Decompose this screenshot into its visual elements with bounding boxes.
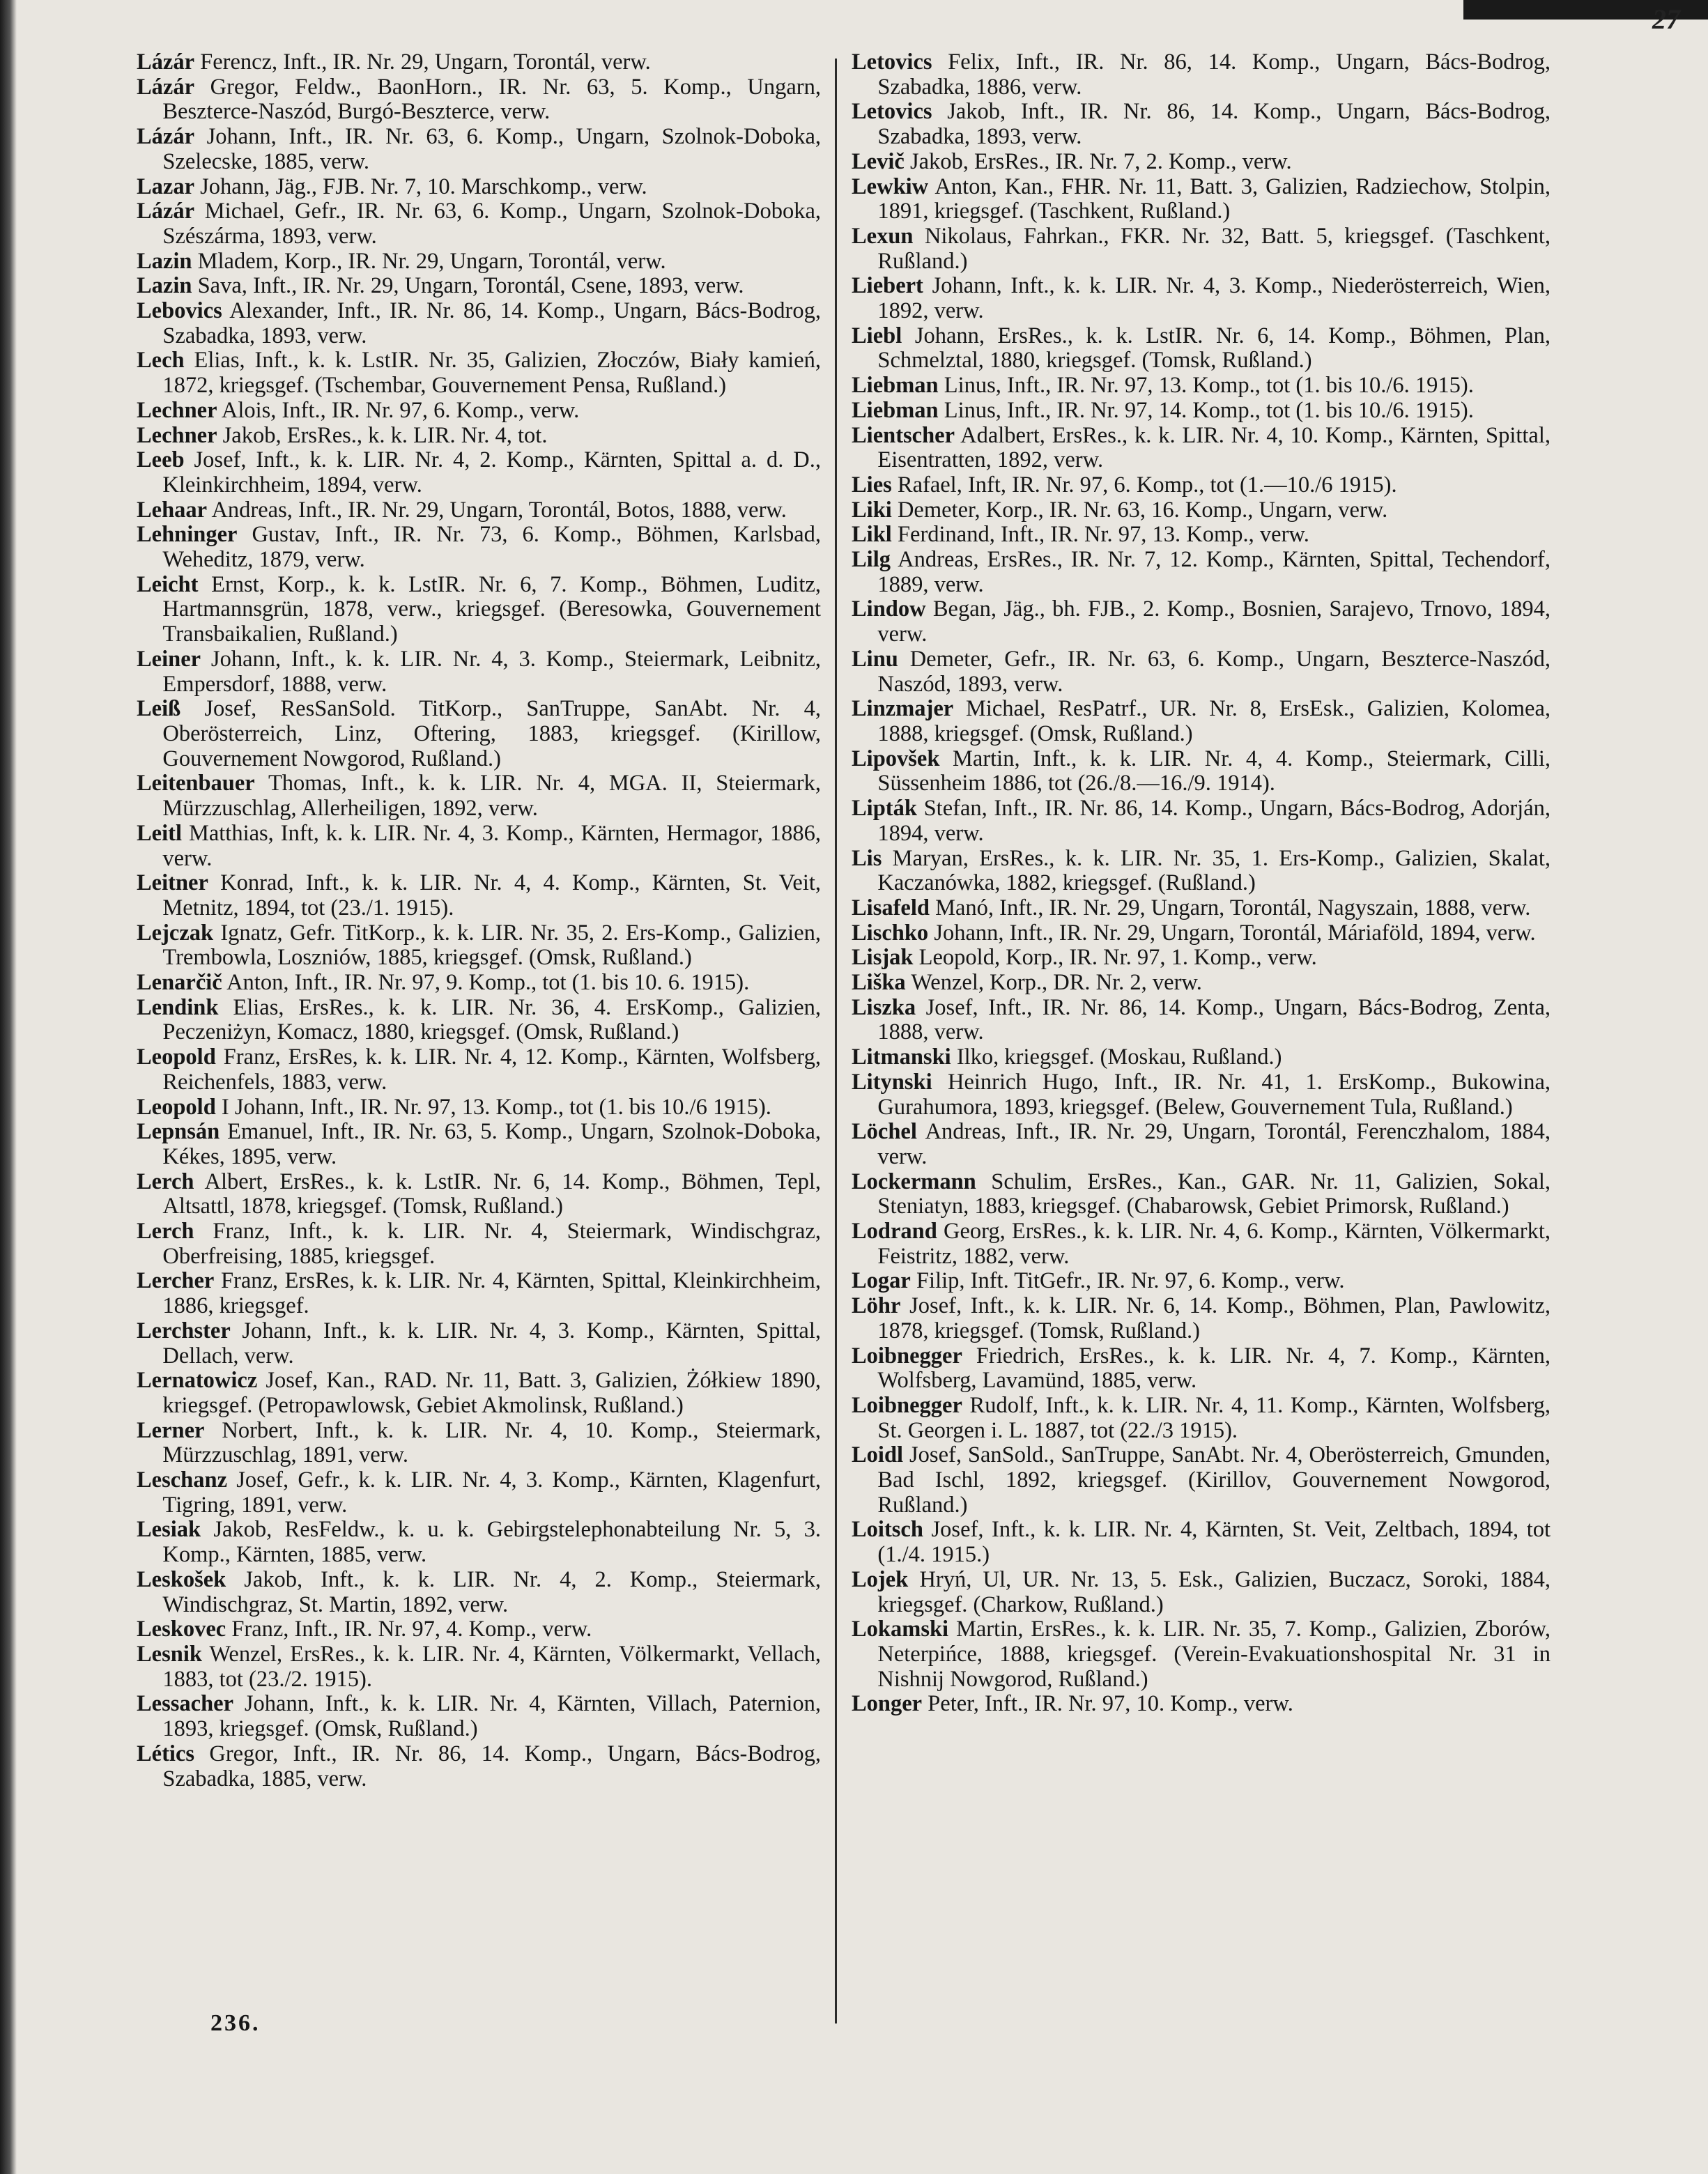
entry-details: Martin, ErsRes., k. k. LIR. Nr. 35, 7. Komp., Galizien, Zborów, Neterpińce, 1888, kriegsgef. (Verein-Evakuationshospital Nr. 31 in Nishnij Nowgorod, Rußland.) bbox=[877, 1617, 1551, 1692]
entry-details: Jakob, Inft., k. k. LIR. Nr. 4, 2. Komp., Steiermark, Windischgraz, St. Martin, 1892, verw. bbox=[162, 1566, 821, 1617]
entry-surname: Lesiak bbox=[137, 1517, 201, 1543]
entry-surname: Lázár bbox=[137, 74, 195, 100]
list-entry bbox=[852, 971, 1551, 996]
list-entry bbox=[137, 1468, 821, 1518]
entry-surname: Litynski bbox=[852, 1069, 932, 1095]
list-entry bbox=[137, 1742, 821, 1791]
entry-surname: Lisafeld bbox=[852, 895, 930, 920]
entry-details: Anton, Inft., IR. Nr. 97, 9. Komp., tot (1. bis 10. 6. 1915). bbox=[226, 970, 750, 996]
entry-details: Jakob, Inft., IR. Nr. 86, 14. Komp., Ungarn, Bács-Bodrog, Szabadka, 1893, verw. bbox=[877, 99, 1551, 150]
entry-surname: Lojek bbox=[852, 1566, 909, 1592]
entry-details: Michael, ResPatrf., UR. Nr. 8, ErsEsk., Galizien, Kolomea, 1888, kriegsgef. (Omsk, Rußland.) bbox=[877, 696, 1551, 746]
list-entry bbox=[852, 1344, 1551, 1394]
entry-surname: Logar bbox=[852, 1268, 911, 1294]
entry-surname: Leiner bbox=[137, 646, 201, 672]
list-entry bbox=[137, 498, 821, 523]
list-entry bbox=[852, 647, 1551, 697]
list-entry bbox=[137, 399, 821, 424]
list-entry bbox=[137, 348, 821, 398]
entry-surname: Lindow bbox=[852, 596, 926, 622]
entry-details: Maryan, ErsRes., k. k. LIR. Nr. 35, 1. Ers-Komp., Galizien, Skalat, Kaczanówka, 1882, kriegsgef. (Rußland.) bbox=[877, 845, 1551, 896]
list-entry bbox=[852, 100, 1551, 149]
list-entry bbox=[852, 1394, 1551, 1443]
entry-details: Franz, Inft., IR. Nr. 97, 4. Komp., verw. bbox=[231, 1617, 592, 1642]
entry-surname: Letovics bbox=[852, 99, 932, 125]
list-entry bbox=[137, 1568, 821, 1617]
list-entry bbox=[852, 399, 1551, 424]
entry-details: Georg, ErsRes., k. k. LIR. Nr. 4, 6. Komp., Kärnten, Völkermarkt, Feistritz, 1882, verw. bbox=[877, 1219, 1551, 1269]
entry-details: Johann, ErsRes., k. k. LstIR. Nr. 6, 14. Komp., Böhmen, Plan, Schmelztal, 1880, kriegsgef. (Tomsk, Rußland.) bbox=[877, 323, 1551, 373]
entry-surname: Loibnegger bbox=[852, 1343, 962, 1369]
list-entry bbox=[852, 175, 1551, 224]
entry-details: Friedrich, ErsRes., k. k. LIR. Nr. 4, 7. Komp., Kärnten, Wolfsberg, Lavamünd, 1885, verw. bbox=[877, 1343, 1551, 1394]
entry-surname: Lockermann bbox=[852, 1169, 976, 1194]
list-entry bbox=[852, 1170, 1551, 1219]
entry-details: Linus, Inft., IR. Nr. 97, 13. Komp., tot (1. bis 10./6. 1915). bbox=[944, 373, 1474, 399]
entry-surname: Lazin bbox=[137, 248, 192, 274]
entry-details: Leopold, Korp., IR. Nr. 97, 1. Komp., verw. bbox=[918, 945, 1317, 971]
entry-surname: Lodrand bbox=[852, 1219, 937, 1244]
list-entry bbox=[137, 1095, 821, 1120]
list-entry bbox=[137, 75, 821, 125]
list-entry bbox=[852, 1269, 1551, 1294]
entry-surname: Longer bbox=[852, 1691, 923, 1717]
entry-surname: Leskošek bbox=[137, 1566, 226, 1592]
entry-surname: Lázár bbox=[137, 199, 195, 224]
list-entry bbox=[852, 896, 1551, 921]
entry-surname: Liebman bbox=[852, 373, 939, 399]
entry-surname: Letovics bbox=[852, 49, 932, 75]
list-entry bbox=[137, 822, 821, 871]
entry-surname: Leitenbauer bbox=[137, 771, 255, 796]
list-entry bbox=[137, 125, 821, 174]
list-entry bbox=[852, 324, 1551, 373]
entry-surname: Lessacher bbox=[137, 1691, 233, 1717]
entry-details: Ferdinand, Inft., IR. Nr. 97, 13. Komp., verw. bbox=[897, 522, 1309, 548]
entry-surname: Lokamski bbox=[852, 1617, 949, 1642]
entry-surname: Leeb bbox=[137, 447, 185, 473]
entry-details: Heinrich Hugo, Inft., IR. Nr. 41, 1. ErsKomp., Bukowina, Gurahumora, 1893, kriegsgef. (Belew, Gouvernement Tula, Rußland.) bbox=[877, 1069, 1551, 1120]
entry-surname: Lilg bbox=[852, 547, 891, 573]
entry-surname: Lerch bbox=[137, 1169, 194, 1194]
entry-details: Johann, Inft., k. k. LIR. Nr. 4, 3. Komp., Niederösterreich, Wien, 1892, verw. bbox=[877, 273, 1551, 324]
list-entry bbox=[137, 1120, 821, 1169]
entry-details: Rudolf, Inft., k. k. LIR. Nr. 4, 11. Komp., Kärnten, Wolfsberg, St. Georgen i. L. 1887, tot (22./3 1915). bbox=[877, 1392, 1551, 1443]
list-entry bbox=[852, 523, 1551, 548]
list-entry bbox=[852, 747, 1551, 796]
entry-details: Johann, Inft., k. k. LIR. Nr. 4, 3. Komp., Steiermark, Leibnitz, Empersdorf, 1888, verw. bbox=[162, 646, 822, 697]
entry-details: Norbert, Inft., k. k. LIR. Nr. 4, 10. Komp., Steiermark, Mürzzuschlag, 1891, verw. bbox=[162, 1417, 822, 1468]
entry-surname: Lerch bbox=[137, 1219, 194, 1244]
entry-surname: Leskovec bbox=[137, 1617, 226, 1642]
entry-details: Johann, Inft., IR. Nr. 63, 6. Komp., Ungarn, Szolnok-Doboka, Szelecske, 1885, verw. bbox=[162, 124, 822, 174]
entry-details: Filip, Inft. TitGefr., IR. Nr. 97, 6. Komp., verw. bbox=[916, 1268, 1345, 1294]
entry-surname: Liebman bbox=[852, 397, 939, 423]
list-entry bbox=[137, 1269, 821, 1318]
list-entry bbox=[852, 224, 1551, 274]
entry-surname: Leopold bbox=[137, 1044, 216, 1070]
entry-surname: Leitl bbox=[137, 820, 182, 846]
entry-surname: Lechner bbox=[137, 422, 217, 448]
list-entry bbox=[137, 871, 821, 920]
entry-surname: Lischko bbox=[852, 920, 929, 946]
entry-details: Began, Jäg., bh. FJB., 2. Komp., Bosnien, Sarajevo, Trnovo, 1894, verw. bbox=[877, 596, 1551, 647]
entry-surname: Lazin bbox=[137, 273, 192, 299]
entry-surname: Lipták bbox=[852, 796, 917, 822]
entry-details: Franz, ErsRes, k. k. LIR. Nr. 4, 12. Komp., Kärnten, Wolfsberg, Reichenfels, 1883, verw. bbox=[162, 1044, 821, 1095]
entry-details: Peter, Inft., IR. Nr. 97, 10. Komp., verw. bbox=[928, 1691, 1293, 1717]
list-entry bbox=[137, 448, 821, 498]
left-column bbox=[137, 50, 821, 1791]
entry-details: Matthias, Inft, k. k. LIR. Nr. 4, 3. Komp., Kärnten, Hermagor, 1886, verw. bbox=[162, 820, 821, 871]
entry-surname: Lerchster bbox=[137, 1318, 231, 1343]
entry-surname: Lis bbox=[852, 845, 882, 871]
entry-details: Gustav, Inft., IR. Nr. 73, 6. Komp., Böhmen, Karlsbad, Weheditz, 1879, verw. bbox=[162, 522, 822, 573]
list-entry bbox=[137, 921, 821, 971]
entry-details: Wenzel, ErsRes., k. k. LIR. Nr. 4, Kärnten, Völkermarkt, Vellach, 1883, tot (23./2. 1915). bbox=[162, 1642, 822, 1692]
entry-details: Josef, ResSanSold. TitKorp., SanTruppe, SanAbt. Nr. 4, Oberösterreich, Linz, Oftering, 1883, kriegsgef. (Kirillow, Gouvernement Nowgorod, Rußland.) bbox=[162, 696, 821, 771]
list-entry bbox=[852, 1568, 1551, 1617]
entry-details: Konrad, Inft., k. k. LIR. Nr. 4, 4. Komp., Kärnten, St. Veit, Metnitz, 1894, tot (23./1. 1915). bbox=[162, 870, 822, 920]
list-entry bbox=[137, 1045, 821, 1095]
entry-details: Mladem, Korp., IR. Nr. 29, Ungarn, Torontál, verw. bbox=[197, 248, 666, 274]
entry-details: Hryń, Ul, UR. Nr. 13, 5. Esk., Galizien, Buczacz, Soroki, 1884, kriegsgef. (Charkow, Rußland.) bbox=[877, 1566, 1551, 1617]
entry-details: Alois, Inft., IR. Nr. 97, 6. Komp., verw. bbox=[221, 397, 580, 423]
list-entry bbox=[852, 996, 1551, 1045]
list-entry bbox=[852, 597, 1551, 647]
entry-surname: Leopold bbox=[137, 1094, 216, 1120]
entry-details: Demeter, Korp., IR. Nr. 63, 16. Komp., Ungarn, verw. bbox=[897, 497, 1388, 523]
entry-surname: Leschanz bbox=[137, 1467, 227, 1493]
list-entry bbox=[852, 1443, 1551, 1518]
entry-details: Alexander, Inft., IR. Nr. 86, 14. Komp., Ungarn, Bács-Bodrog, Szabadka, 1893, verw. bbox=[162, 298, 821, 348]
entry-details: Jakob, ResFeldw., k. u. k. Gebirgstelephonabteilung Nr. 5, 3. Komp., Kärnten, 1885, verw. bbox=[162, 1517, 822, 1568]
list-entry bbox=[137, 274, 821, 299]
entry-details: Felix, Inft., IR. Nr. 86, 14. Komp., Ungarn, Bács-Bodrog, Szabadka, 1886, verw. bbox=[877, 49, 1551, 100]
entry-details: Anton, Kan., FHR. Nr. 11, Batt. 3, Galizien, Radziechow, Stolpin, 1891, kriegsgef. (Taschkent, Rußland.) bbox=[877, 174, 1551, 224]
entry-surname: Löchel bbox=[852, 1119, 917, 1145]
list-entry bbox=[852, 1045, 1551, 1070]
list-entry bbox=[137, 1692, 821, 1741]
entry-details: Wenzel, Korp., DR. Nr. 2, verw. bbox=[911, 970, 1202, 996]
entry-details: Ernst, Korp., k. k. LstIR. Nr. 6, 7. Komp., Böhmen, Luditz, Hartmannsgrün, 1878, verw., kriegsgef. (Beresowka, Gouvernement Transbaikalien, Rußland.) bbox=[162, 571, 821, 647]
entry-surname: Lehaar bbox=[137, 497, 208, 523]
entry-surname: Lenarčič bbox=[137, 970, 222, 996]
list-entry bbox=[852, 1617, 1551, 1692]
entry-surname: Lewkiw bbox=[852, 174, 929, 199]
list-entry bbox=[852, 921, 1551, 946]
column-divider bbox=[835, 59, 837, 2023]
entry-surname: Leiß bbox=[137, 696, 181, 722]
entry-surname: Liki bbox=[852, 497, 892, 523]
entry-surname: Lendink bbox=[137, 994, 219, 1020]
entry-details: Ferencz, Inft., IR. Nr. 29, Ungarn, Torontál, verw. bbox=[200, 49, 651, 75]
entry-surname: Liszka bbox=[852, 994, 916, 1020]
list-entry bbox=[137, 1419, 821, 1468]
entry-surname: Loibnegger bbox=[852, 1392, 962, 1418]
entry-details: Johann, Inft., k. k. LIR. Nr. 4, Kärnten, Villach, Paternion, 1893, kriegsgef. (Omsk, Rußland.) bbox=[162, 1691, 822, 1742]
list-entry bbox=[137, 971, 821, 996]
entry-surname: Liebl bbox=[852, 323, 902, 348]
entry-details: Josef, Kan., RAD. Nr. 11, Batt. 3, Galizien, Żółkiew 1890, kriegsgef. (Petropawlowsk, Gebiet Akmolinsk, Rußland.) bbox=[162, 1368, 821, 1418]
entry-surname: Lebovics bbox=[137, 298, 222, 324]
list-entry bbox=[852, 150, 1551, 175]
entry-details: Franz, ErsRes, k. k. LIR. Nr. 4, Kärnten, Spittal, Kleinkirchheim, 1886, kriegsgef. bbox=[162, 1268, 822, 1319]
entry-details: Andreas, Inft., IR. Nr. 29, Ungarn, Torontál, Botos, 1888, verw. bbox=[211, 497, 787, 523]
entry-details: Jakob, ErsRes., k. k. LIR. Nr. 4, tot. bbox=[222, 422, 548, 448]
list-entry bbox=[852, 50, 1551, 100]
list-entry bbox=[137, 249, 821, 275]
list-entry bbox=[852, 424, 1551, 473]
entry-surname: Lechner bbox=[137, 397, 217, 423]
list-entry bbox=[852, 1120, 1551, 1169]
list-entry bbox=[852, 1294, 1551, 1343]
list-entry bbox=[137, 1170, 821, 1219]
list-entry bbox=[137, 299, 821, 348]
list-entry bbox=[852, 1518, 1551, 1567]
list-entry bbox=[852, 1070, 1551, 1120]
list-entry bbox=[137, 573, 821, 647]
entry-details: Josef, Inft., k. k. LIR. Nr. 6, 14. Komp., Böhmen, Plan, Pawlowitz, 1878, kriegsgef. (Tomsk, Rußland.) bbox=[877, 1293, 1551, 1343]
list-entry bbox=[137, 50, 821, 75]
entry-details: Manó, Inft., IR. Nr. 29, Ungarn, Torontál, Nagyszain, 1888, verw. bbox=[935, 895, 1531, 920]
entry-details: Sava, Inft., IR. Nr. 29, Ungarn, Torontál, Csene, 1893, verw. bbox=[197, 273, 744, 299]
entry-details: Andreas, ErsRes., IR. Nr. 7, 12. Komp., Kärnten, Spittal, Techendorf, 1889, verw. bbox=[877, 547, 1551, 597]
entry-surname: Lerner bbox=[137, 1417, 205, 1443]
entry-details: Elias, Inft., k. k. LstIR. Nr. 35, Galizien, Złoczów, Biały kamień, 1872, kriegsgef. (Tschembar, Gouvernement Pensa, Rußland.) bbox=[162, 348, 822, 399]
list-entry bbox=[852, 946, 1551, 971]
entry-details: Albert, ErsRes., k. k. LstIR. Nr. 6, 14. Komp., Böhmen, Tepl, Altsattl, 1878, kriegsgef. (Tomsk, Rußland.) bbox=[162, 1169, 821, 1219]
entry-details: Ignatz, Gefr. TitKorp., k. k. LIR. Nr. 35, 2. Ers-Komp., Galizien, Trembowla, Loszniów, 1885, kriegsgef. (Omsk, Rußland.) bbox=[162, 920, 821, 971]
entry-details: Johann, Inft., IR. Nr. 29, Ungarn, Torontál, Máriaföld, 1894, verw. bbox=[934, 920, 1536, 946]
entry-surname: Lisjak bbox=[852, 945, 914, 971]
list-entry bbox=[137, 647, 821, 697]
entry-surname: Lazar bbox=[137, 174, 195, 199]
list-entry bbox=[137, 424, 821, 449]
list-entry bbox=[852, 847, 1551, 896]
list-entry bbox=[137, 697, 821, 771]
entry-surname: Lepnsán bbox=[137, 1119, 220, 1145]
list-entry bbox=[137, 523, 821, 572]
entry-surname: Lech bbox=[137, 348, 185, 373]
entry-details: Franz, Inft., k. k. LIR. Nr. 4, Steiermark, Windischgraz, Oberfreising, 1885, kriegsgef. bbox=[162, 1219, 822, 1269]
entry-surname: Löhr bbox=[852, 1293, 901, 1319]
entry-details: Josef, Inft., k. k. LIR. Nr. 4, Kärnten, St. Veit, Zeltbach, 1894, tot (1./4. 1915.) bbox=[877, 1517, 1551, 1568]
entry-details: Rafael, Inft, IR. Nr. 97, 6. Komp., tot (1.—10./6 1915). bbox=[897, 472, 1397, 498]
entry-surname: Lázár bbox=[137, 124, 195, 150]
list-entry bbox=[852, 473, 1551, 498]
list-entry bbox=[137, 1518, 821, 1567]
list-entry bbox=[852, 796, 1551, 846]
entry-details: Michael, Gefr., IR. Nr. 63, 6. Komp., Ungarn, Szolnok-Doboka, Szészárma, 1893, verw. bbox=[162, 199, 822, 249]
entry-details: Elias, ErsRes., k. k. LIR. Nr. 36, 4. ErsKomp., Galizien, Peczeniżyn, Komacz, 1880, kriegsgef. (Omsk, Rußland.) bbox=[162, 994, 822, 1045]
entry-surname: Levič bbox=[852, 148, 905, 174]
entry-details: Linus, Inft., IR. Nr. 97, 14. Komp., tot (1. bis 10./6. 1915). bbox=[944, 397, 1474, 423]
entry-surname: Lies bbox=[852, 472, 892, 498]
entry-surname: Lernatowicz bbox=[137, 1368, 258, 1394]
list-entry bbox=[852, 1692, 1551, 1717]
entry-surname: Leicht bbox=[137, 571, 199, 597]
entry-details: Johann, Inft., k. k. LIR. Nr. 4, 3. Komp., Kärnten, Spittal, Dellach, verw. bbox=[162, 1318, 821, 1369]
entry-surname: Lipovšek bbox=[852, 746, 940, 771]
entry-details: Josef, Inft., k. k. LIR. Nr. 4, 2. Komp., Kärnten, Spittal a. d. D., Kleinkirchheim, 1894, verw. bbox=[162, 447, 821, 498]
entry-details: Josef, Gefr., k. k. LIR. Nr. 4, 3. Komp., Kärnten, Klagenfurt, Tigring, 1891, verw. bbox=[162, 1467, 822, 1518]
list-entry bbox=[137, 1642, 821, 1692]
entry-surname: Loidl bbox=[852, 1442, 904, 1468]
page-number: 27 bbox=[1652, 3, 1680, 35]
entry-surname: Loitsch bbox=[852, 1517, 923, 1543]
list-entry bbox=[137, 771, 821, 821]
entry-details: Ilko, kriegsgef. (Moskau, Rußland.) bbox=[956, 1044, 1282, 1070]
list-entry bbox=[852, 373, 1551, 399]
entry-details: Thomas, Inft., k. k. LIR. Nr. 4, MGA. II, Steiermark, Mürzzuschlag, Allerheiligen, 1892, verw. bbox=[162, 771, 821, 822]
list-entry bbox=[137, 1219, 821, 1269]
entry-details: Stefan, Inft., IR. Nr. 86, 14. Komp., Ungarn, Bács-Bodrog, Adorján, 1894, verw. bbox=[877, 796, 1551, 846]
entry-surname: Liška bbox=[852, 970, 906, 996]
entry-surname: Leitner bbox=[137, 870, 208, 896]
list-entry bbox=[137, 175, 821, 200]
entry-details: Josef, Inft., IR. Nr. 86, 14. Komp., Ungarn, Bács-Bodrog, Zenta, 1888, verw. bbox=[877, 994, 1551, 1045]
list-entry bbox=[852, 498, 1551, 523]
entry-surname: Litmanski bbox=[852, 1044, 951, 1070]
list-entry bbox=[852, 274, 1551, 323]
entry-details: Martin, Inft., k. k. LIR. Nr. 4, 4. Komp., Steiermark, Cilli, Süssenheim 1886, tot (26./8.—16./9. 1914). bbox=[877, 746, 1551, 796]
entry-details: Adalbert, ErsRes., k. k. LIR. Nr. 4, 10. Komp., Kärnten, Spittal, Eisentratten, 1892, verw. bbox=[877, 422, 1551, 473]
list-entry bbox=[137, 1617, 821, 1642]
list-entry bbox=[137, 1369, 821, 1418]
entry-surname: Lexun bbox=[852, 223, 914, 249]
entry-details: Johann, Jäg., FJB. Nr. 7, 10. Marschkomp., verw. bbox=[200, 174, 647, 199]
entry-surname: Lesnik bbox=[137, 1642, 202, 1667]
entry-details: Schulim, ErsRes., Kan., GAR. Nr. 11, Galizien, Sokal, Steniatyn, 1883, kriegsgef. (Chabarowsk, Gebiet Primorsk, Rußland.) bbox=[877, 1169, 1551, 1219]
entry-surname: Lejczak bbox=[137, 920, 214, 946]
entry-surname: Lehninger bbox=[137, 522, 238, 548]
list-entry bbox=[137, 199, 821, 249]
list-entry bbox=[137, 1319, 821, 1369]
entry-surname: Likl bbox=[852, 522, 892, 548]
folio-number: 236. bbox=[210, 2010, 261, 2036]
entry-surname: Létics bbox=[137, 1741, 195, 1766]
entry-details: Emanuel, Inft., IR. Nr. 63, 5. Komp., Ungarn, Szolnok-Doboka, Kékes, 1895, verw. bbox=[162, 1119, 822, 1169]
entry-details: Gregor, Feldw., BaonHorn., IR. Nr. 63, 5. Komp., Ungarn, Beszterce-Naszód, Burgó-Beszterce, verw. bbox=[162, 74, 821, 125]
entry-surname: Linzmajer bbox=[852, 696, 954, 722]
right-column bbox=[852, 50, 1551, 1717]
list-entry bbox=[852, 548, 1551, 597]
entry-details: Nikolaus, Fahrkan., FKR. Nr. 32, Batt. 5, kriegsgef. (Taschkent, Rußland.) bbox=[877, 223, 1551, 274]
entry-details: Josef, SanSold., SanTruppe, SanAbt. Nr. 4, Oberösterreich, Gmunden, Bad Ischl, 1892, kriegsgef. (Kirillov, Gouvernement Nowgorod, Rußland.) bbox=[877, 1442, 1551, 1518]
binding-edge bbox=[0, 0, 17, 2174]
list-entry bbox=[852, 1219, 1551, 1269]
entry-details: Jakob, ErsRes., IR. Nr. 7, 2. Komp., verw. bbox=[909, 148, 1292, 174]
entry-details: Demeter, Gefr., IR. Nr. 63, 6. Komp., Ungarn, Beszterce-Naszód, Naszód, 1893, verw. bbox=[877, 646, 1551, 697]
entry-surname: Lercher bbox=[137, 1268, 215, 1294]
entry-surname: Lientscher bbox=[852, 422, 955, 448]
entry-details: Andreas, Inft., IR. Nr. 29, Ungarn, Torontál, Ferenczhalom, 1884, verw. bbox=[877, 1119, 1551, 1169]
entry-surname: Liebert bbox=[852, 273, 923, 299]
entry-surname: Linu bbox=[852, 646, 898, 672]
list-entry bbox=[852, 697, 1551, 746]
list-entry bbox=[137, 996, 821, 1045]
entry-surname: Lázár bbox=[137, 49, 195, 75]
entry-details: I Johann, Inft., IR. Nr. 97, 13. Komp., tot (1. bis 10./6 1915). bbox=[221, 1094, 771, 1120]
entry-details: Gregor, Inft., IR. Nr. 86, 14. Komp., Ungarn, Bács-Bodrog, Szabadka, 1885, verw. bbox=[162, 1741, 822, 1791]
